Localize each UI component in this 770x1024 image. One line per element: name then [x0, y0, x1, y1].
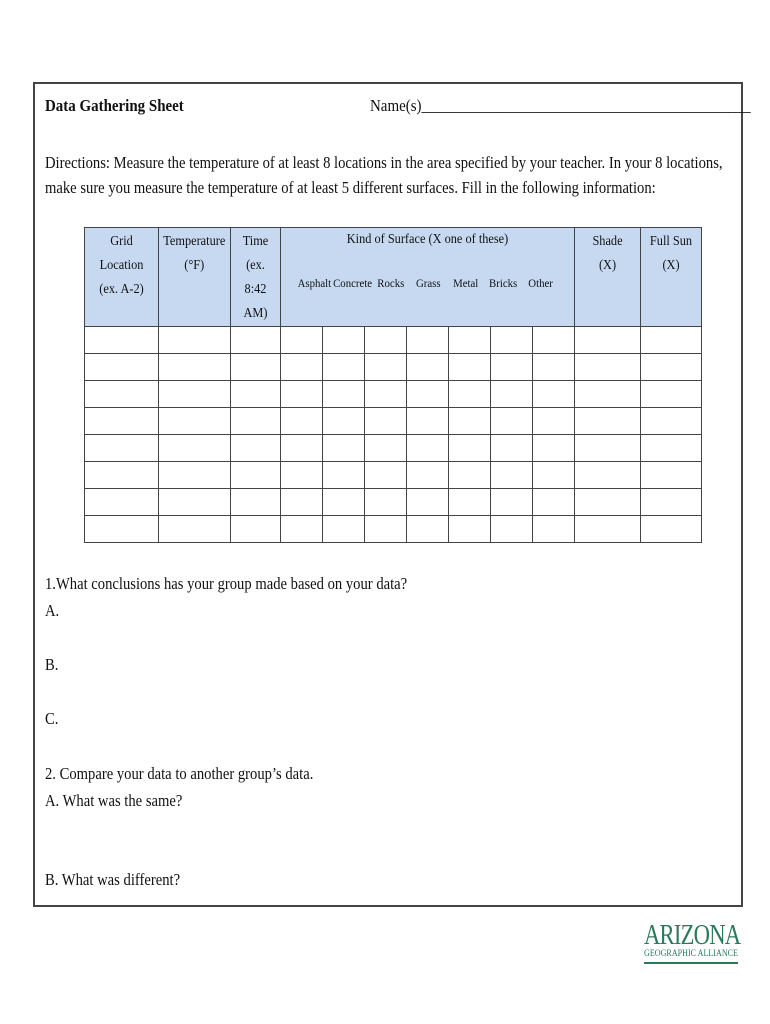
surface-grass: Grass [415, 276, 441, 290]
table-cell[interactable] [364, 489, 406, 516]
table-cell[interactable] [159, 408, 231, 435]
table-cell[interactable] [640, 462, 701, 489]
table-cell[interactable] [230, 354, 280, 381]
table-row [85, 408, 702, 435]
table-cell[interactable] [640, 327, 701, 354]
table-cell[interactable] [85, 408, 159, 435]
table-cell[interactable] [640, 408, 701, 435]
table-row [85, 327, 702, 354]
table-cell[interactable] [230, 435, 280, 462]
table-body [85, 327, 702, 543]
table-cell[interactable] [364, 516, 406, 543]
grid-location-label: Grid Location [99, 234, 144, 273]
table-cell[interactable] [159, 354, 231, 381]
table-cell[interactable] [640, 381, 701, 408]
table-cell[interactable] [230, 516, 280, 543]
surface-metal: Metal [452, 276, 478, 290]
table-cell[interactable] [532, 408, 574, 435]
table-cell[interactable] [574, 516, 640, 543]
table-cell[interactable] [406, 354, 448, 381]
kind-of-surface-label: Kind of Surface (X one of these) [346, 232, 508, 247]
header-grid-location [85, 228, 159, 327]
table-cell[interactable] [322, 489, 364, 516]
table-cell[interactable] [230, 327, 280, 354]
table-cell[interactable] [230, 462, 280, 489]
grid-location-example: (ex. A-2) [99, 282, 144, 297]
table-cell[interactable] [490, 489, 532, 516]
sheet-title: Data Gathering Sheet [45, 96, 184, 115]
table-row [85, 354, 702, 381]
table-cell[interactable] [574, 462, 640, 489]
table-cell[interactable] [574, 354, 640, 381]
table-cell[interactable] [159, 435, 231, 462]
question-2: 2. Compare your data to another group’s data. [45, 764, 314, 783]
table-cell[interactable] [280, 381, 322, 408]
question-1-answer-a[interactable]: A. [45, 601, 60, 620]
question-1: 1.What conclusions has your group made based on your data? [45, 574, 408, 593]
table-cell[interactable] [490, 381, 532, 408]
table-cell[interactable] [448, 462, 490, 489]
table-cell[interactable] [280, 327, 322, 354]
table-cell[interactable] [532, 462, 574, 489]
table-cell[interactable] [159, 462, 231, 489]
shade-marker: (X) [598, 258, 616, 273]
table-cell[interactable] [406, 516, 448, 543]
header-full-sun [640, 228, 701, 327]
table-cell[interactable] [280, 516, 322, 543]
time-example-1: (ex. [245, 258, 265, 273]
table-cell[interactable] [230, 408, 280, 435]
table-cell[interactable] [406, 327, 448, 354]
table-cell[interactable] [574, 489, 640, 516]
table-cell[interactable] [280, 354, 322, 381]
table-cell[interactable] [448, 435, 490, 462]
table-cell[interactable] [85, 462, 159, 489]
time-example-3: AM) [243, 306, 268, 321]
table-cell[interactable] [230, 381, 280, 408]
table-row [85, 435, 702, 462]
table-cell[interactable] [406, 435, 448, 462]
question-1-answer-b[interactable]: B. [45, 655, 59, 674]
table-cell[interactable] [322, 462, 364, 489]
table-row [85, 462, 702, 489]
logo-underline [644, 962, 738, 964]
table-row [85, 516, 702, 543]
table-row [85, 381, 702, 408]
full-sun-label: Full Sun [649, 234, 692, 249]
table-cell[interactable] [532, 435, 574, 462]
temperature-label: Temperature [163, 234, 226, 249]
table-cell[interactable] [574, 381, 640, 408]
shade-label: Shade [591, 234, 623, 249]
table-cell[interactable] [322, 435, 364, 462]
table-cell[interactable] [448, 381, 490, 408]
table-cell[interactable] [322, 381, 364, 408]
table-cell[interactable] [280, 408, 322, 435]
table-cell[interactable] [448, 354, 490, 381]
table-cell[interactable] [532, 516, 574, 543]
table-cell[interactable] [85, 354, 159, 381]
table-cell[interactable] [322, 354, 364, 381]
logo-subtitle: GEOGRAPHIC ALLIANCE [644, 949, 738, 959]
table-cell[interactable] [364, 435, 406, 462]
table-cell[interactable] [85, 327, 159, 354]
worksheet-frame [33, 82, 751, 907]
table-cell[interactable] [490, 327, 532, 354]
logo-wordmark: ARIZONA [644, 919, 741, 951]
table-cell[interactable] [364, 327, 406, 354]
table-cell[interactable] [640, 354, 701, 381]
question-1-answer-c[interactable]: C. [45, 709, 59, 728]
table-cell[interactable] [490, 516, 532, 543]
table-cell[interactable] [532, 354, 574, 381]
surface-bricks: Bricks [488, 276, 517, 290]
table-cell[interactable] [640, 435, 701, 462]
question-2-answer-a[interactable]: A. What was the same? [45, 791, 183, 810]
data-table [84, 227, 702, 543]
table-cell[interactable] [280, 489, 322, 516]
table-cell[interactable] [159, 489, 231, 516]
arizona-geographic-alliance-logo [644, 905, 741, 965]
table-cell[interactable] [532, 327, 574, 354]
directions-text: Directions: Measure the temperature of at least 8 locations in the area specified by your teacher. In your 8 locations, make sure you measure the temperature of at least 5 different surfaces. Fill in the following information: [45, 153, 723, 197]
table-cell[interactable] [280, 462, 322, 489]
table-cell[interactable] [532, 489, 574, 516]
question-2-answer-b[interactable]: B. What was different? [45, 870, 181, 889]
header-time [230, 228, 280, 327]
table-row [85, 489, 702, 516]
table-cell[interactable] [574, 435, 640, 462]
table-cell[interactable] [364, 408, 406, 435]
table-cell[interactable] [448, 327, 490, 354]
table-cell[interactable] [85, 489, 159, 516]
table-cell[interactable] [406, 462, 448, 489]
table-cell[interactable] [364, 354, 406, 381]
table-cell[interactable] [640, 489, 701, 516]
table-cell[interactable] [85, 381, 159, 408]
table-cell[interactable] [322, 408, 364, 435]
header-kind-of-surface [280, 228, 574, 327]
time-label: Time [242, 234, 268, 249]
table-cell[interactable] [230, 489, 280, 516]
table-cell[interactable] [159, 327, 231, 354]
table-cell[interactable] [574, 408, 640, 435]
table-cell[interactable] [490, 435, 532, 462]
table-cell[interactable] [574, 327, 640, 354]
names-field[interactable]: Name(s)____________________________________________ [370, 96, 751, 115]
table-cell[interactable] [490, 462, 532, 489]
table-cell[interactable] [448, 408, 490, 435]
table-cell[interactable] [159, 516, 231, 543]
header-temperature [159, 228, 231, 327]
surface-rocks: Rocks [376, 276, 404, 290]
header-row [45, 96, 751, 118]
table-cell[interactable] [532, 381, 574, 408]
table-cell[interactable] [364, 462, 406, 489]
table-cell[interactable] [448, 516, 490, 543]
full-sun-marker: (X) [661, 258, 680, 273]
surface-asphalt: Asphalt [297, 276, 331, 290]
table-cell[interactable] [490, 408, 532, 435]
table-cell[interactable] [159, 381, 231, 408]
table-cell[interactable] [322, 516, 364, 543]
table-cell[interactable] [406, 408, 448, 435]
table-cell[interactable] [280, 435, 322, 462]
table-cell[interactable] [406, 489, 448, 516]
table-cell[interactable] [448, 489, 490, 516]
table-header-row [85, 228, 702, 327]
table-cell[interactable] [322, 327, 364, 354]
time-example-2: 8:42 [244, 282, 266, 297]
table-cell[interactable] [85, 516, 159, 543]
table-cell[interactable] [406, 381, 448, 408]
table-cell[interactable] [490, 354, 532, 381]
surface-options [295, 276, 559, 291]
table-cell[interactable] [640, 516, 701, 543]
temperature-unit: (°F) [184, 258, 205, 273]
surface-other: Other [527, 276, 553, 290]
table-cell[interactable] [85, 435, 159, 462]
surface-concrete: Concrete [332, 276, 372, 290]
table-cell[interactable] [364, 381, 406, 408]
header-shade [574, 228, 640, 327]
